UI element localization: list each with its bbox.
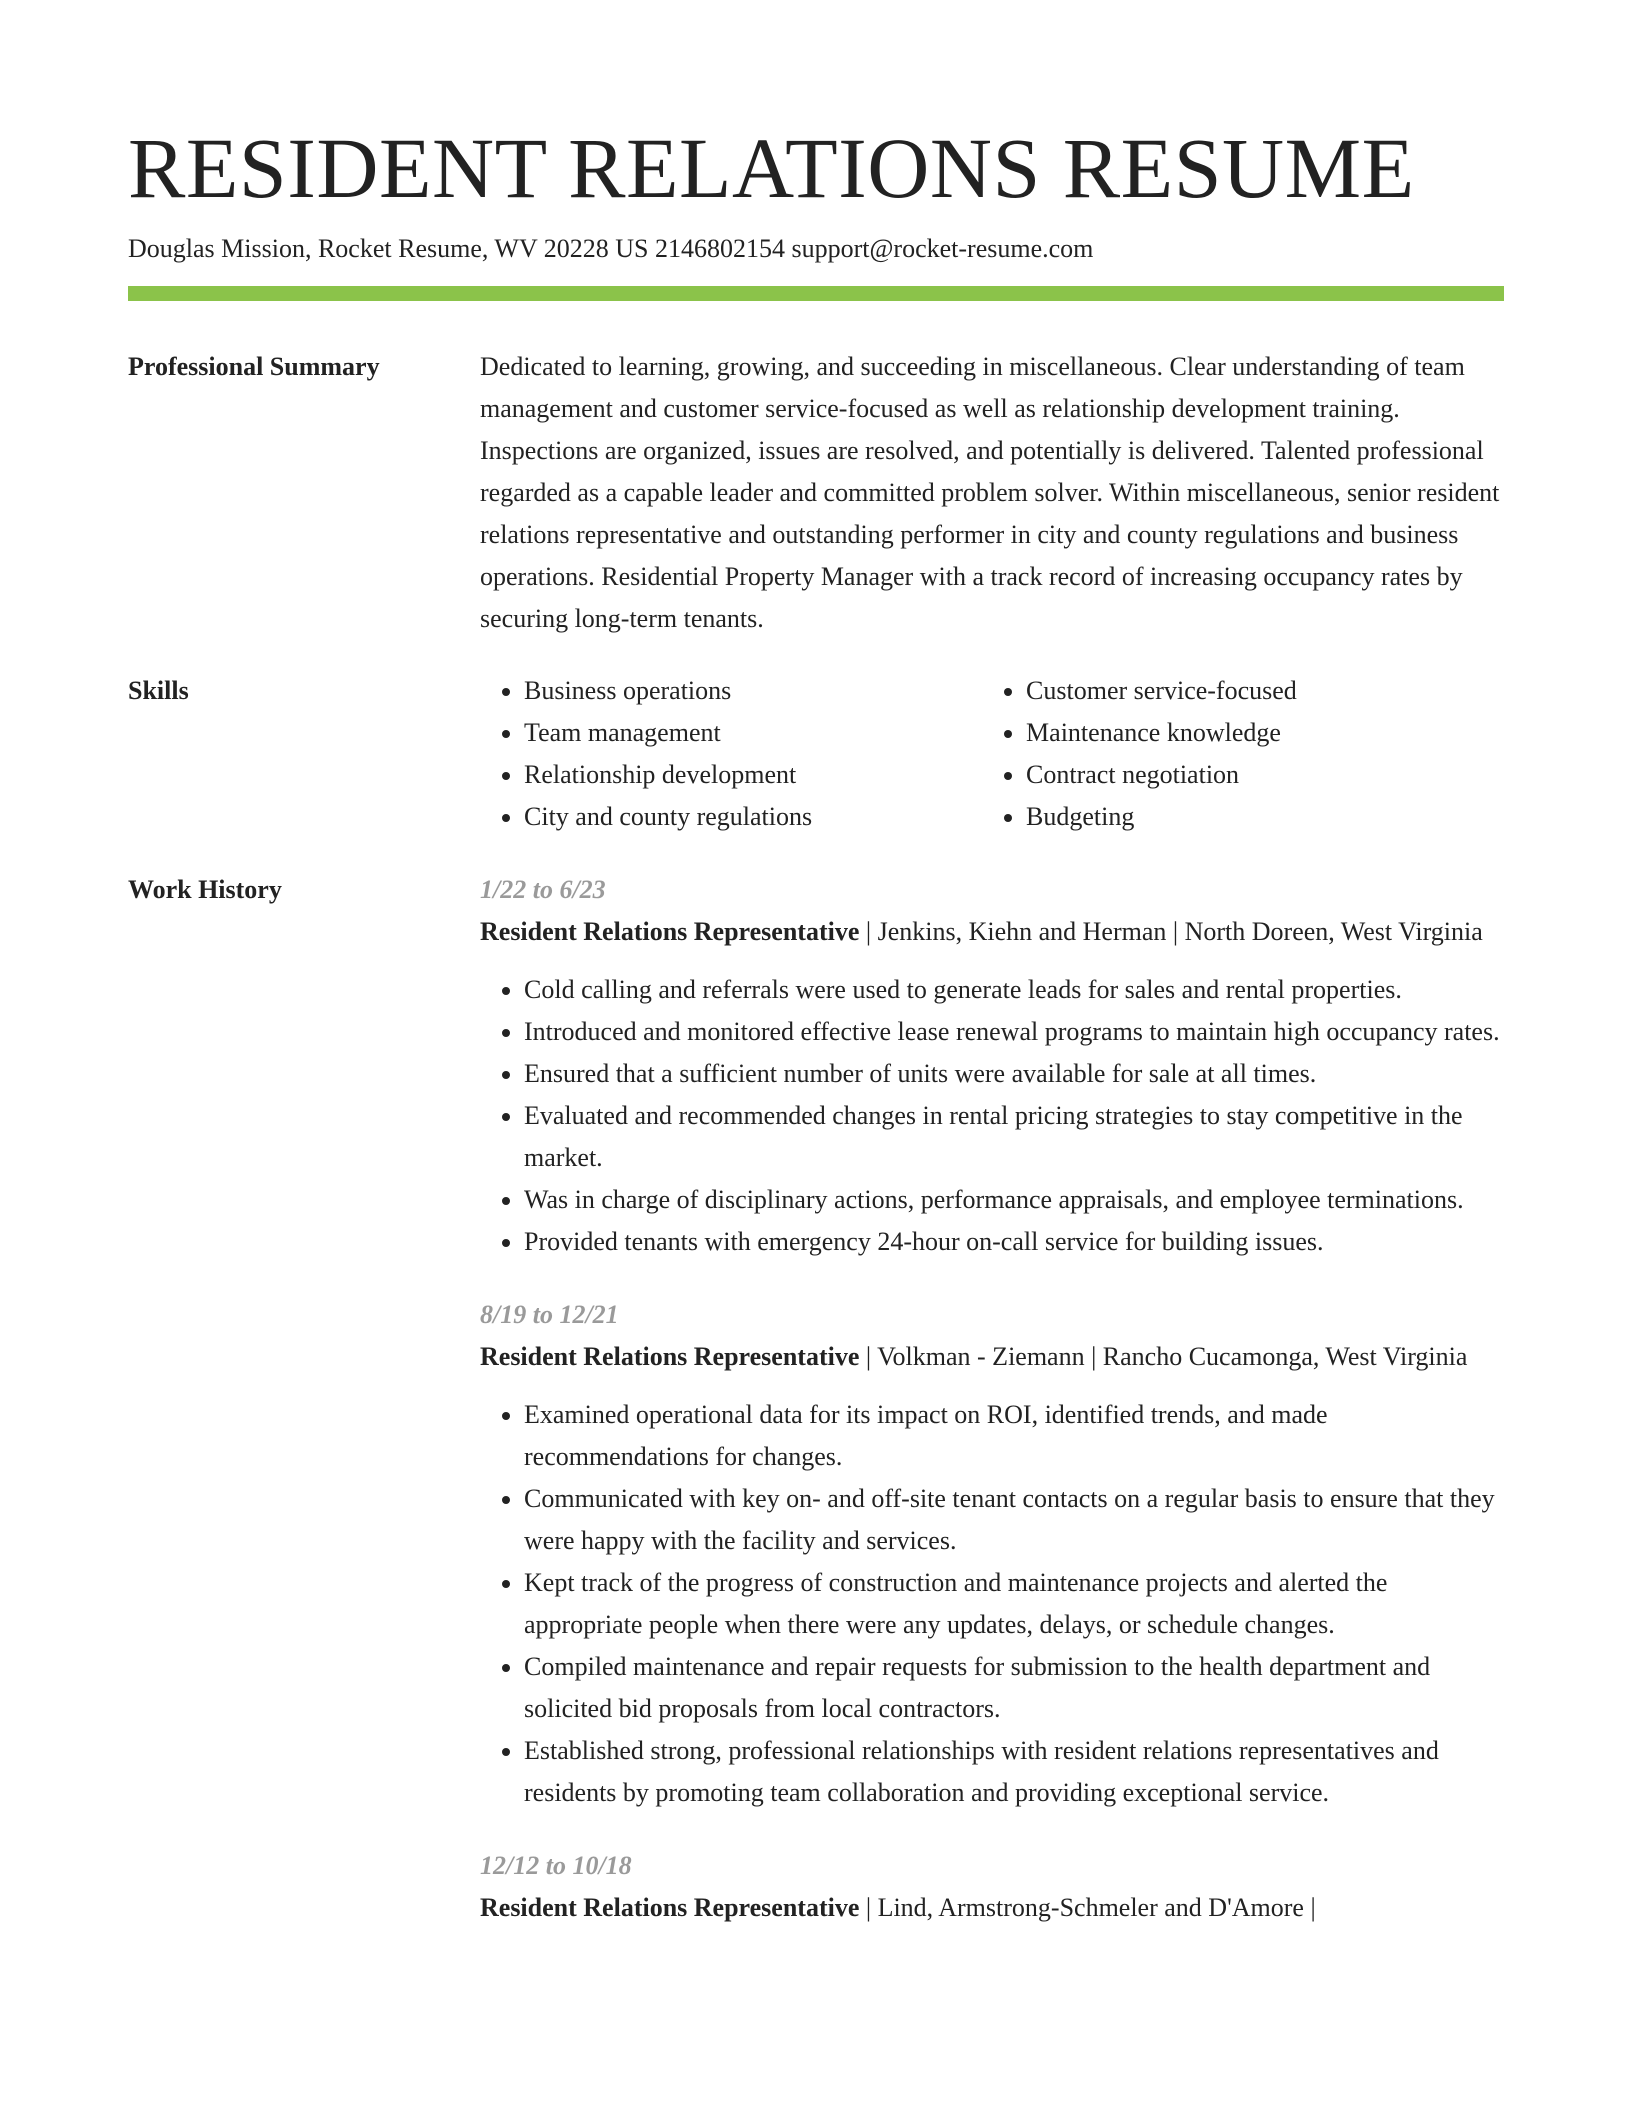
resume-title: RESIDENT RELATIONS RESUME [128,120,1415,216]
summary-label: Professional Summary [128,352,380,381]
job-bullet: • Evaluated and recommended changes in rental pricing strategies to stay competitive in the market. [524,1095,1504,1179]
job-bullet: • Kept track of the progress of construction and maintenance projects and alerted the appropriate people when there were any updates, delays, or schedule changes. [524,1562,1504,1646]
job-dates: 12/12 to 10/18 [480,1851,632,1880]
skill-item: • Business operations [524,670,982,712]
job-heading [480,1336,1504,1378]
job-bullet: • Established strong, professional relationships with resident relations representatives and residents by promoting team collaboration and providing exceptional service. [524,1730,1504,1814]
summary-section [480,346,1504,640]
job-bullet: • Introduced and monitored effective lease renewal programs to maintain high occupancy rates. [524,1011,1504,1053]
job-dates: 8/19 to 12/21 [480,1300,619,1329]
job-company: | Jenkins, Kiehn and Herman | North Doreen, West Virginia [859,917,1483,946]
work-history-label: Work History [128,875,282,904]
skill-item: • Maintenance knowledge [1026,712,1504,754]
job-bullet: • Provided tenants with emergency 24-hour on-call service for building issues. [524,1221,1504,1263]
skill-item: • City and county regulations [524,796,982,838]
skill-item: • Team management [524,712,982,754]
job-bullets [480,969,1504,1263]
job-heading [480,911,1504,953]
skills-column-1 [480,670,982,838]
skills-section [480,670,1504,838]
skill-item: • Relationship development [524,754,982,796]
job-title: Resident Relations Representative [480,917,860,946]
job-title: Resident Relations Representative [480,1893,860,1922]
skills-column-2 [982,670,1504,838]
job-bullet: • Compiled maintenance and repair requests for submission to the health department and solicited bid proposals from local contractors. [524,1646,1504,1730]
job-company: | Volkman - Ziemann | Rancho Cucamonga, West Virginia [859,1342,1468,1371]
skill-item: • Customer service-focused [1026,670,1504,712]
work-history-section [480,869,1504,1960]
job-title: Resident Relations Representative [480,1342,860,1371]
job-entry [480,869,1504,1263]
job-company: | Lind, Armstrong-Schmeler and D'Amore | [859,1893,1316,1922]
contact-info: Douglas Mission, Rocket Resume, WV 20228 US 2146802154 support@rocket-resume.com [128,234,1094,263]
job-heading [480,1887,1504,1929]
header-divider [128,286,1504,301]
job-bullets [480,1394,1504,1814]
skill-item: • Contract negotiation [1026,754,1504,796]
job-bullet: • Cold calling and referrals were used to generate leads for sales and rental properties. [524,969,1504,1011]
job-entry [480,1294,1504,1814]
job-entry [480,1845,1504,1929]
job-dates: 1/22 to 6/23 [480,875,606,904]
skills-label: Skills [128,676,189,705]
summary-text: Dedicated to learning, growing, and succeeding in miscellaneous. Clear understanding of team management and customer service-focused as well as relationship development training. Inspections are organized, issues are resolved, and potentially is delivered. Talented professional regarded as a capable leader and committed problem solver. Within miscellaneous, senior resident relations representative and outstanding performer in city and county regulations and business operations. Residential Property Manager with a track record of increasing occupancy rates by securing long-term tenants. [480,352,1500,633]
skill-item: • Budgeting [1026,796,1504,838]
job-bullet: • Communicated with key on- and off-site tenant contacts on a regular basis to ensure that they were happy with the facility and services. [524,1478,1504,1562]
job-bullet: • Ensured that a sufficient number of units were available for sale at all times. [524,1053,1504,1095]
job-bullet: • Examined operational data for its impact on ROI, identified trends, and made recommendations for changes. [524,1394,1504,1478]
skills-grid [480,670,1504,838]
job-bullet: • Was in charge of disciplinary actions, performance appraisals, and employee terminations. [524,1179,1504,1221]
